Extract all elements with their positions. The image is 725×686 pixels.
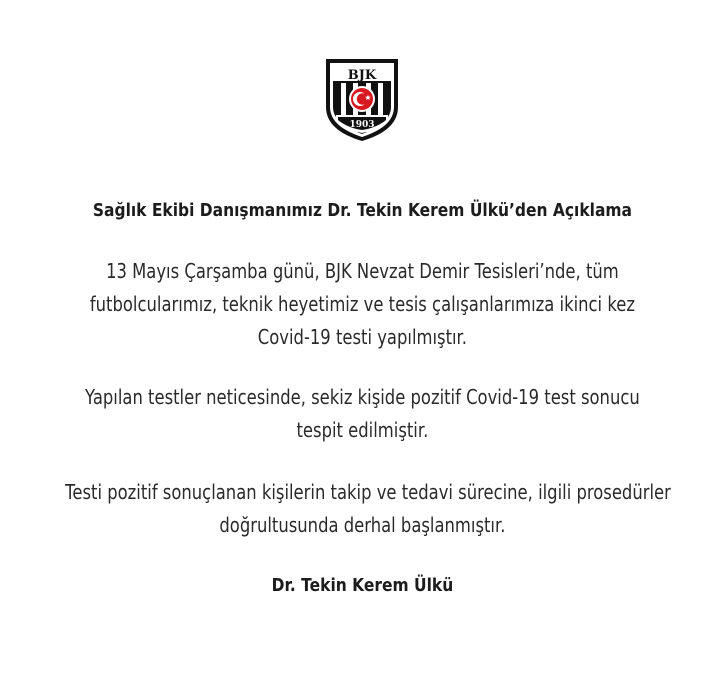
paragraph-line: Covid-19 testi yapılmıştır. <box>257 325 468 349</box>
statement-title: Sağlık Ekibi Danışmanımız Dr. Tekin Kerem Ülkü’den Açıklama <box>92 200 632 221</box>
paragraph-line: Testi pozitif sonuçlanan kişilerin takip ve tedavi sürecine, ilgili prosedürler <box>65 480 671 504</box>
svg-text:1903: 1903 <box>349 120 375 130</box>
paragraph-line: 13 Mayıs Çarşamba günü, BJK Nevzat Demir Tesisleri’nde, tüm <box>106 259 619 283</box>
paragraph-treatment <box>65 476 671 542</box>
paragraph-tests-conducted <box>65 255 660 354</box>
paragraph-line: futbolcularımız, teknik heyetimiz ve tesis çalışanlarımıza ikinci kez <box>89 292 635 316</box>
paragraph-line: Yapılan testler neticesinde, sekiz kişide pozitif Covid-19 test sonucu <box>85 385 640 409</box>
signature: Dr. Tekin Kerem Ülkü <box>271 575 454 596</box>
paragraph-test-results <box>65 381 660 447</box>
svg-text:BJK: BJK <box>347 68 377 83</box>
paragraph-line: tespit edilmiştir. <box>296 418 429 442</box>
bjk-crest-icon <box>322 57 402 142</box>
paragraph-line: doğrultusunda derhal başlanmıştır. <box>219 513 506 537</box>
